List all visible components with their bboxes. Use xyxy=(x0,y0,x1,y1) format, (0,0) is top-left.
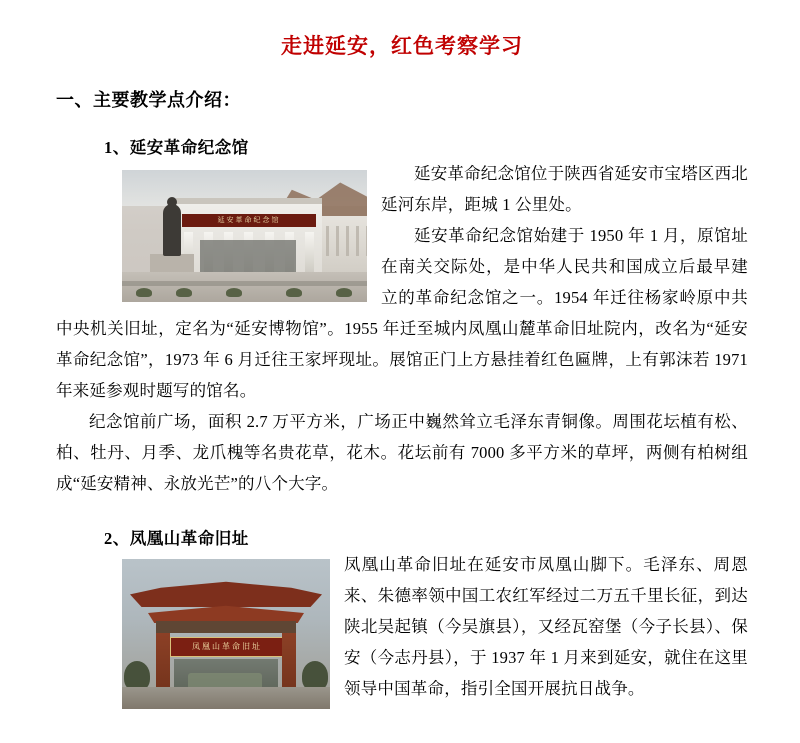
mao-statue xyxy=(163,204,181,256)
shrub xyxy=(286,288,302,297)
point-2-paragraph-1: 凤凰山革命旧址在延安市凤凰山脚下。毛泽东、周恩来、朱德率领中国工农红军经过二万五千里长征，到达陕北吴起镇（今吴旗县），又经瓦窑堡（今子长县）、保安（今志丹县），于 1937 年 1 月来到延安，就住在这里领导中国革命，指引全国开展抗日战争。 xyxy=(344,555,748,698)
building-plaque-text: 延安革命纪念馆 xyxy=(217,216,281,224)
entrance xyxy=(200,240,296,272)
shrub xyxy=(226,288,242,297)
point-1-paragraph-1: 延安革命纪念馆位于陕西省延安市宝塔区西北延河东岸，距城 1 公里处。 xyxy=(381,164,748,214)
document-page xyxy=(0,30,800,743)
shrub xyxy=(176,288,192,297)
subsection-heading-1: 1、延安革命纪念馆 xyxy=(104,138,249,157)
cross-beam xyxy=(156,621,296,633)
point-1-content xyxy=(56,158,748,499)
gate-plaque xyxy=(170,637,284,657)
memorial-gate-illustration xyxy=(122,559,330,709)
point-1-paragraph-3: 纪念馆前广场，面积 2.7 万平方米，广场正中巍然耸立毛泽东青铜像。周围花坛植有松、柏、牡丹、月季、龙爪槐等名贵花草，花木。花坛前有 7000 多平方米的草坪，两侧有柏树组成“延安精神、永放光芒”的八个大字。 xyxy=(56,412,748,493)
shrub xyxy=(336,288,352,297)
front-plaza xyxy=(122,272,367,302)
point-2-content xyxy=(56,549,748,713)
point-1-paragraph-2: 延安革命纪念馆始建于 1950 年 1 月，原馆址在南关交际处，是中华人民共和国成立后最早建立的革命纪念馆之一。1954 年迁往杨家岭原中共中央机关旧址，定名为“延安博物馆”。1955 年迁至城内凤凰山麓革命旧址院内，改名为“延安革命纪念馆”，1973 年 6 月迁往王家坪现址。展馆正门上方悬挂着红色匾牌，上有郭沫若 1971 年来延参观时题写的馆名。 xyxy=(56,226,748,400)
yanan-revolution-memorial-hall-photo xyxy=(122,170,367,302)
foreground-ground xyxy=(122,687,330,709)
building-plaque xyxy=(182,214,316,227)
subsection-heading-2: 2、凤凰山革命旧址 xyxy=(104,529,249,548)
memorial-hall-illustration xyxy=(122,170,367,302)
upper-roof xyxy=(130,577,322,607)
shrub xyxy=(136,288,152,297)
fenghuangshan-revolution-site-photo xyxy=(122,559,330,709)
right-wing-building xyxy=(322,216,367,272)
page-title: 走进延安，红色考察学习 xyxy=(281,34,523,58)
gate-plaque-text: 凤凰山革命旧址 xyxy=(192,642,262,651)
column xyxy=(305,232,314,272)
section-heading: 一、主要教学点介绍： xyxy=(56,90,241,110)
